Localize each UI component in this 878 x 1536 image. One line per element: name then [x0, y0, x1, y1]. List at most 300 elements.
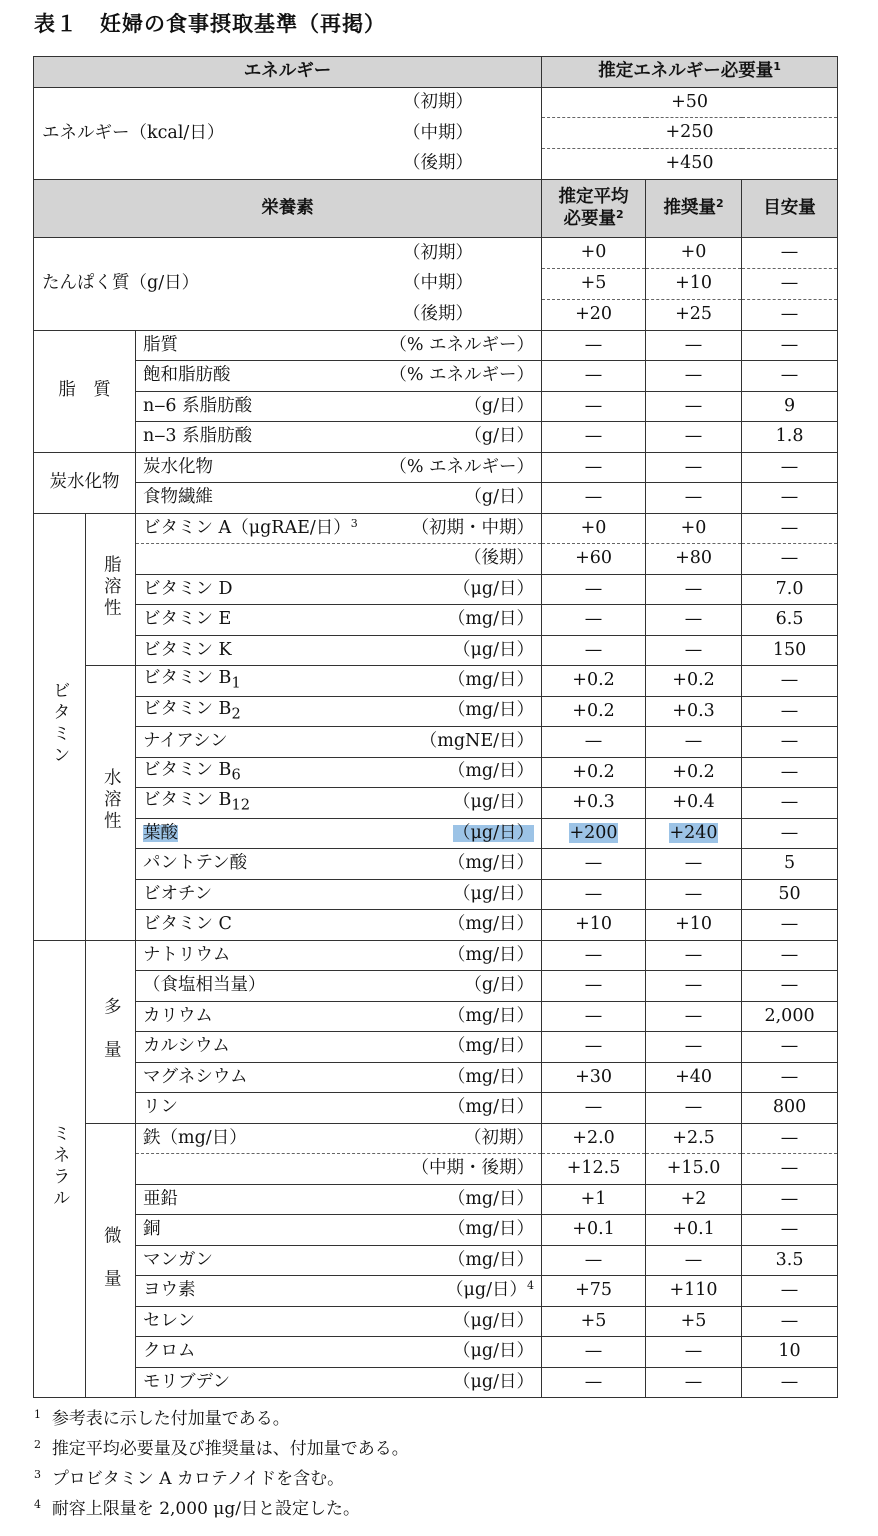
header-ai: 目安量: [742, 180, 838, 238]
group-mineral: [34, 940, 86, 1398]
footnote: [34, 1494, 409, 1524]
nutrient-name: ビタミン $B_1$: [143, 668, 241, 692]
header-energy: エネルギー: [34, 57, 542, 88]
ear-value: [542, 513, 646, 544]
value: —: [684, 456, 703, 477]
rda-value: [646, 910, 742, 941]
ai-value: [742, 788, 838, 819]
item-label: [143, 822, 535, 843]
table-row: [34, 1184, 838, 1215]
nutrient-name: ビタミン C: [143, 914, 232, 934]
ai-value: [742, 299, 838, 330]
nutrient-name: ナトリウム: [143, 944, 231, 965]
value: —: [780, 700, 799, 721]
nutrition-table: [33, 56, 838, 1398]
ai-value: [742, 1306, 838, 1337]
ear-value: [542, 605, 646, 636]
table-row: [34, 452, 838, 483]
value: —: [684, 1005, 703, 1026]
value: +110: [669, 1280, 718, 1300]
energy-value: +250: [542, 118, 838, 149]
ear-value: [542, 574, 646, 605]
item: [136, 605, 542, 636]
item: [136, 879, 542, 910]
value: +25: [675, 303, 712, 324]
ear-value: [542, 238, 646, 269]
group-label: 脂溶性: [101, 554, 122, 620]
unit: （mgNE/日）: [419, 731, 535, 751]
ear-value: [542, 452, 646, 483]
value: —: [684, 426, 703, 446]
energy-label: [34, 87, 542, 180]
value: +0: [580, 517, 607, 538]
footnote: [34, 1464, 409, 1494]
item-label: [143, 395, 535, 416]
footnote-text: プロビタミン A カロテノイドを含む。: [51, 1469, 345, 1489]
value: +40: [675, 1066, 712, 1087]
value: —: [684, 1249, 703, 1270]
value: —: [584, 1097, 603, 1117]
unit: （mg/日）: [447, 914, 535, 934]
value: 6.5: [775, 609, 804, 629]
nutrient-name: カルシウム: [143, 1036, 230, 1056]
ai-value: [742, 696, 838, 727]
unit: （μg/日）: [453, 639, 535, 660]
value: —: [780, 365, 799, 385]
item: [136, 971, 542, 1002]
ai-value: [742, 635, 838, 666]
ai-value: [742, 971, 838, 1002]
footnote-ref: 2: [715, 196, 724, 210]
ear-value: [542, 483, 646, 514]
value: —: [684, 639, 703, 660]
unit: （g/日）: [464, 487, 535, 507]
value: —: [584, 456, 603, 477]
group-vitamin: [34, 513, 86, 940]
energy-name: エネルギー（kcal/日）: [42, 122, 225, 143]
table-row: [34, 483, 838, 514]
item: [136, 788, 542, 819]
ai-value: [742, 483, 838, 514]
item: [136, 483, 542, 514]
rda-value: [646, 330, 742, 361]
unit: （μg/日）: [453, 1310, 535, 1331]
table-row: [34, 57, 838, 88]
ai-value: [742, 1337, 838, 1368]
ai-value: [742, 910, 838, 941]
rda-value: [646, 391, 742, 422]
group-fat: 脂 質: [34, 330, 136, 452]
value: —: [584, 609, 603, 629]
subscript: 6: [231, 766, 241, 784]
ear-value: [542, 666, 646, 697]
item-label: [143, 550, 534, 568]
value: —: [584, 853, 603, 873]
nutrient-name: 食物繊維: [143, 487, 213, 507]
rda-value: [646, 268, 742, 299]
table-row: [34, 238, 838, 269]
rda-value: [646, 788, 742, 819]
ai-value: [742, 1184, 838, 1215]
ai-value: [742, 1062, 838, 1093]
table-row: [34, 1337, 838, 1368]
unit: （mg/日）: [447, 1097, 535, 1117]
ai-value: [742, 544, 838, 575]
item-label: [143, 578, 535, 599]
value: —: [780, 1036, 799, 1056]
nutrient-name: リン: [143, 1097, 178, 1117]
energy-value: +50: [542, 87, 838, 118]
value: —: [684, 1341, 703, 1361]
ai-value: [742, 1032, 838, 1063]
item-label: [143, 1310, 535, 1331]
protein-label: [34, 238, 542, 331]
rda-value: [646, 635, 742, 666]
group-label: 多 量: [101, 997, 122, 1062]
phase-label: （後期）: [403, 153, 474, 173]
ear-value: [542, 879, 646, 910]
rda-value: [646, 299, 742, 330]
value: +10: [675, 914, 712, 934]
nutrient-name: ビタミン $B_{12}$: [143, 790, 250, 814]
table-row: [34, 574, 838, 605]
ear-value: [542, 1184, 646, 1215]
value: —: [780, 944, 799, 965]
subgroup-water-soluble: [86, 666, 136, 941]
value: —: [780, 914, 799, 934]
item-label: [143, 977, 534, 995]
nutrient-name: （食塩相当量）: [143, 975, 266, 995]
item: [136, 1001, 542, 1032]
item: [136, 1062, 542, 1093]
value: —: [780, 1371, 799, 1392]
item-label: [143, 1221, 534, 1239]
table-row: [34, 1215, 838, 1246]
ai-value: [742, 574, 838, 605]
nutrient-name: ビタミン K: [143, 639, 232, 660]
unit: （mg/日）: [447, 700, 535, 721]
item-label: [143, 334, 535, 355]
value: 2,000: [764, 1005, 815, 1026]
item: [136, 330, 542, 361]
rda-value: [646, 513, 742, 544]
item: [136, 635, 542, 666]
nutrient-name: ビタミン $B_2$: [143, 698, 241, 723]
value: 3.5: [775, 1249, 804, 1270]
unit: （μg/日）$^4$: [446, 1279, 535, 1300]
item: [136, 849, 542, 880]
item: [136, 544, 542, 575]
item-label: [143, 1127, 535, 1148]
unit: （mg/日）: [447, 1219, 535, 1239]
value: —: [780, 761, 799, 782]
rda-value: [646, 1032, 742, 1063]
item: [136, 727, 542, 758]
unit: （mg/日）: [447, 609, 535, 629]
item-label: [143, 1005, 535, 1026]
ear-value: [542, 727, 646, 758]
table-row: [34, 1245, 838, 1276]
table-row: [34, 971, 838, 1002]
nutrient-name: 亜鉛: [143, 1188, 178, 1209]
value: —: [684, 1036, 703, 1056]
footnote-ref: 2: [615, 207, 624, 221]
nutrient-name: マグネシウム: [143, 1066, 248, 1087]
value: +1: [580, 1188, 607, 1209]
item: [136, 1093, 542, 1124]
protein-name: たんぱく質（g/日）: [42, 273, 200, 293]
phase-label: （中期）: [403, 273, 474, 293]
value: —: [780, 670, 799, 690]
subscript: 1: [231, 674, 241, 692]
value: —: [584, 639, 603, 660]
footnote-ref: 1: [773, 59, 781, 73]
item-label: [143, 883, 535, 904]
item: [136, 666, 542, 697]
ai-value: [742, 1093, 838, 1124]
footnote-number: 3: [34, 1468, 41, 1481]
item-label: [143, 1038, 534, 1056]
value: —: [684, 883, 703, 904]
table-row: [34, 1001, 838, 1032]
ear-value: [542, 635, 646, 666]
item: [136, 1123, 542, 1154]
unit: （% エネルギー）: [389, 334, 535, 355]
phase-label: （初期）: [403, 92, 474, 112]
ear-value: [542, 422, 646, 453]
table-row: [34, 818, 838, 849]
value: +0.2: [572, 670, 615, 690]
item-label: [143, 516, 535, 538]
footnote-number: 1: [34, 1408, 41, 1421]
item: [136, 513, 542, 544]
item: [136, 1184, 542, 1215]
unit: （mg/日）: [447, 1036, 535, 1056]
nutrient-name: 鉄（mg/日）: [143, 1127, 247, 1148]
value: +0: [580, 242, 607, 263]
value: —: [780, 1158, 799, 1178]
item: [136, 1276, 542, 1307]
value: —: [684, 1097, 703, 1117]
rda-value: [646, 971, 742, 1002]
table-row: [34, 180, 838, 238]
item: [136, 452, 542, 483]
unit: （g/日）: [464, 395, 535, 416]
group-label: ビタミン: [50, 681, 71, 768]
item: [136, 1337, 542, 1368]
value: +10: [675, 272, 712, 293]
value: —: [584, 334, 603, 355]
value: +2: [680, 1188, 707, 1209]
phase-list: [403, 88, 541, 180]
ai-value: [742, 513, 838, 544]
ear-value: [542, 910, 646, 941]
item-label: [143, 855, 534, 873]
subgroup-fat-soluble: [86, 513, 136, 666]
header-ear: 推定平均 必要量$^2$: [542, 180, 646, 238]
ear-value: [542, 391, 646, 422]
item-label: [143, 916, 534, 934]
nutrient-name: 葉酸: [143, 822, 178, 843]
ear-value: [542, 1032, 646, 1063]
footnote-number: 4: [34, 1498, 41, 1511]
value: —: [684, 944, 703, 965]
item-label: [143, 698, 535, 723]
value: —: [584, 487, 603, 507]
value: 50: [778, 883, 801, 904]
table-row: [34, 605, 838, 636]
rda-value: [646, 727, 742, 758]
energy-label-wrap: [34, 88, 541, 180]
value: —: [780, 517, 799, 538]
value: +60: [575, 548, 612, 568]
ear-value: [542, 940, 646, 971]
unit: （mg/日）: [447, 853, 535, 873]
ai-value: [742, 1215, 838, 1246]
ai-value: [742, 391, 838, 422]
table-row: [34, 1062, 838, 1093]
value: —: [584, 975, 603, 995]
phase-label: （後期）: [464, 548, 535, 568]
value: —: [584, 1005, 603, 1026]
item: [136, 940, 542, 971]
ai-value: [742, 361, 838, 392]
item: [136, 1367, 542, 1398]
value: —: [780, 456, 799, 477]
subscript: 12: [231, 796, 250, 814]
ai-value: [742, 1123, 838, 1154]
value: +0.2: [572, 700, 615, 721]
value: —: [780, 272, 799, 293]
ai-value: [742, 330, 838, 361]
rda-value: [646, 238, 742, 269]
nutrient-name: ナイアシン: [143, 731, 228, 751]
item-label: [143, 792, 534, 813]
value: —: [584, 365, 603, 385]
unit: （μg/日）: [453, 1371, 535, 1392]
ai-value: [742, 1245, 838, 1276]
item-label: [143, 670, 534, 691]
ear-value: [542, 1093, 646, 1124]
subgroup-macro: [86, 940, 136, 1123]
group-label: 水溶性: [101, 768, 122, 833]
rda-value: [646, 1337, 742, 1368]
item-label: [143, 1343, 534, 1361]
phase-label: （中期）: [403, 122, 474, 143]
value: +0.2: [672, 761, 715, 782]
ai-value: [742, 818, 838, 849]
footnote-ref: 3: [350, 516, 358, 530]
item: [136, 422, 542, 453]
ear-value: [542, 1306, 646, 1337]
value: —: [780, 1219, 799, 1239]
value: —: [780, 1127, 799, 1148]
rda-value: [646, 1123, 742, 1154]
item: [136, 1245, 542, 1276]
ear-value: [542, 1062, 646, 1093]
value: —: [780, 792, 799, 812]
subgroup-trace: [86, 1123, 136, 1398]
unit: （mg/日）: [447, 761, 535, 782]
value: —: [584, 1036, 603, 1056]
value: +5: [680, 1310, 707, 1331]
item-label: [143, 1160, 534, 1178]
value: —: [584, 1249, 603, 1270]
table-row: [34, 757, 838, 788]
value: +0.3: [672, 700, 715, 721]
ear-value: [542, 1001, 646, 1032]
value: 150: [772, 639, 807, 660]
rda-value: [646, 605, 742, 636]
ai-value: [742, 268, 838, 299]
ear-value: [542, 757, 646, 788]
value: 10: [778, 1341, 801, 1361]
ai-value: [742, 666, 838, 697]
subscript: 2: [231, 705, 241, 723]
value: —: [780, 731, 799, 751]
nutrient-name: パントテン酸: [143, 853, 248, 873]
unit: （μg/日）: [453, 1341, 535, 1361]
value: +75: [575, 1280, 612, 1300]
value: —: [684, 1371, 703, 1392]
phase-label: （中期・後期）: [411, 1158, 535, 1178]
value: +5: [580, 272, 607, 293]
ear-value: [542, 1154, 646, 1185]
item-label: [143, 611, 534, 629]
rda-value: [646, 1215, 742, 1246]
item-label: [143, 1249, 535, 1270]
item: [136, 361, 542, 392]
ai-value: [742, 1154, 838, 1185]
unit: （μg/日）: [453, 883, 535, 904]
unit: （g/日）: [464, 975, 535, 995]
item-label: [143, 759, 535, 784]
group-label: 微 量: [101, 1225, 122, 1291]
table-row: [34, 361, 838, 392]
item-label: [143, 367, 534, 385]
value: —: [780, 822, 799, 843]
table-row: [34, 1093, 838, 1124]
value: +240: [669, 822, 718, 843]
phase-label: （初期・中期）: [411, 517, 535, 538]
ear-value: [542, 1123, 646, 1154]
value: +0.3: [572, 792, 615, 812]
unit: （g/日）: [464, 426, 535, 446]
table-row: [34, 727, 838, 758]
ear-value: [542, 1276, 646, 1307]
value: +0: [680, 242, 707, 263]
value: +200: [569, 822, 618, 843]
table-row: [34, 1276, 838, 1307]
nutrient-name: モリブデン: [143, 1371, 231, 1392]
value: +12.5: [566, 1158, 621, 1178]
table-row: [34, 330, 838, 361]
rda-value: [646, 1184, 742, 1215]
rda-value: [646, 1367, 742, 1398]
ai-value: [742, 849, 838, 880]
value: —: [584, 731, 603, 751]
value: —: [780, 1310, 799, 1331]
value: —: [780, 975, 799, 995]
value: +10: [575, 914, 612, 934]
table-row: [34, 879, 838, 910]
value: —: [780, 1066, 799, 1087]
ear-value: [542, 818, 646, 849]
phase-label: （初期）: [403, 242, 474, 263]
ai-value: [742, 1276, 838, 1307]
table-row: [34, 788, 838, 819]
value: 1.8: [775, 426, 804, 446]
